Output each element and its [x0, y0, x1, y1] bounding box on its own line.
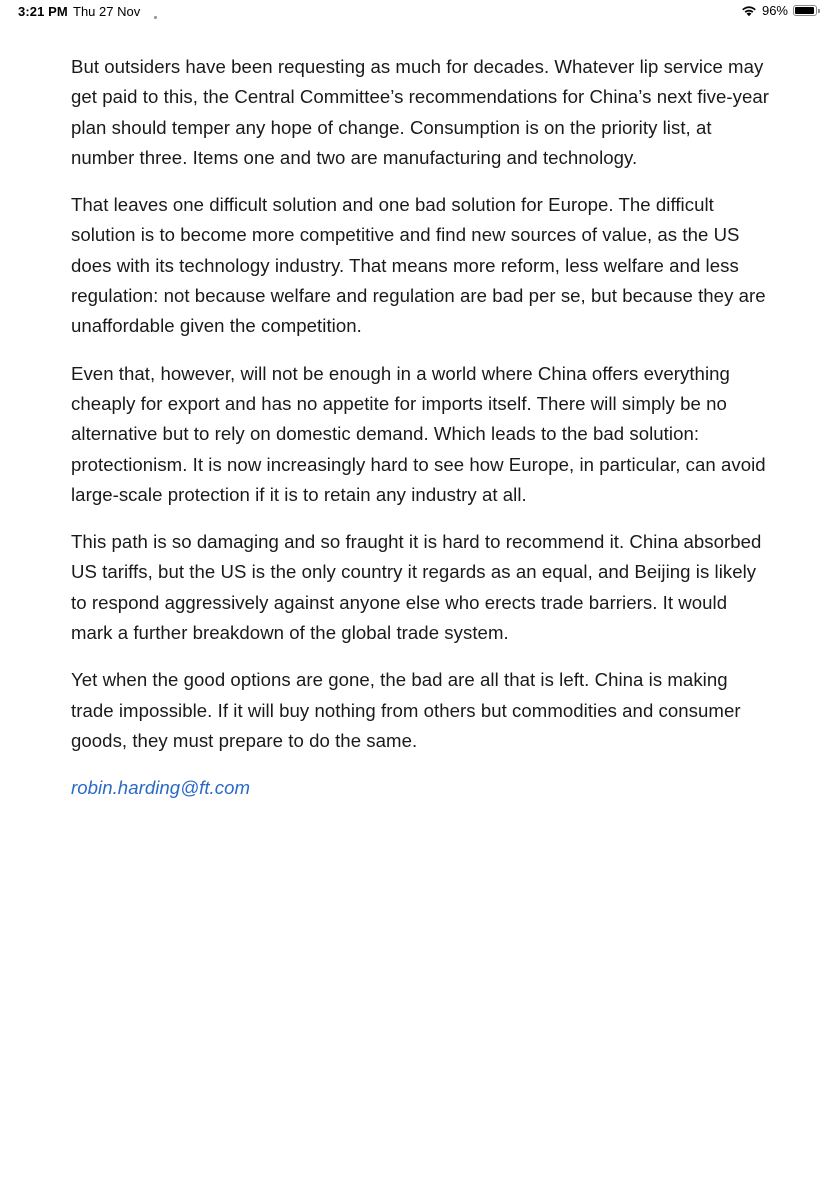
- article-body: [71, 52, 771, 821]
- clipped-text-fragment: [154, 16, 157, 19]
- paragraph-2: That leaves one difficult solution and one bad solution for Europe. The difficult solution is to become more competitive and find new sources of value, as the US does with its technology industry. That means more reform, less welfare and less regulation: not because welfare and regulation are bad per se, but because they are unaffordable given the competition.: [71, 194, 766, 337]
- paragraph-5: Yet when the good options are gone, the bad are all that is left. China is making trade impossible. If it will buy nothing from others but commodities and consumer goods, they must prepare to do the same.: [71, 669, 741, 751]
- paragraph-3: Even that, however, will not be enough in a world where China offers everything cheaply for export and has no appetite for imports itself. There will simply be no alternative but to rely on domestic demand. Which leads to the bad solution: protectionism. It is now increasingly hard to see how Europe, in particular, can avoid large-scale protection if it is to retain any industry at all.: [71, 362, 766, 505]
- battery-percent: 96%: [761, 3, 788, 18]
- battery-icon: [793, 5, 817, 16]
- wifi-icon: [741, 5, 757, 17]
- status-indicators: [741, 3, 820, 18]
- author-email-link[interactable]: robin.harding@ft.com: [71, 777, 251, 799]
- status-time: 3:21 PM: [18, 4, 68, 19]
- battery-tip: [818, 9, 820, 13]
- status-bar: [0, 0, 834, 22]
- author-line: [71, 773, 771, 803]
- paragraph-1: But outsiders have been requesting as much for decades. Whatever lip service may get paid to this, the Central Committee’s recommendations for China’s next five-year plan should temper any hope of change. Consumption is on the priority list, at number three. Items one and two are manufacturing and technology.: [71, 56, 770, 168]
- status-date: Thu 27 Nov: [73, 4, 141, 19]
- battery-level-fill: [795, 7, 814, 14]
- paragraph-4: This path is so damaging and so fraught it is hard to recommend it. China absorbed US tariffs, but the US is the only country it regards as an equal, and Beijing is likely to respond aggressively against anyone else who erects trade barriers. It would mark a further breakdown of the global trade system.: [71, 531, 762, 644]
